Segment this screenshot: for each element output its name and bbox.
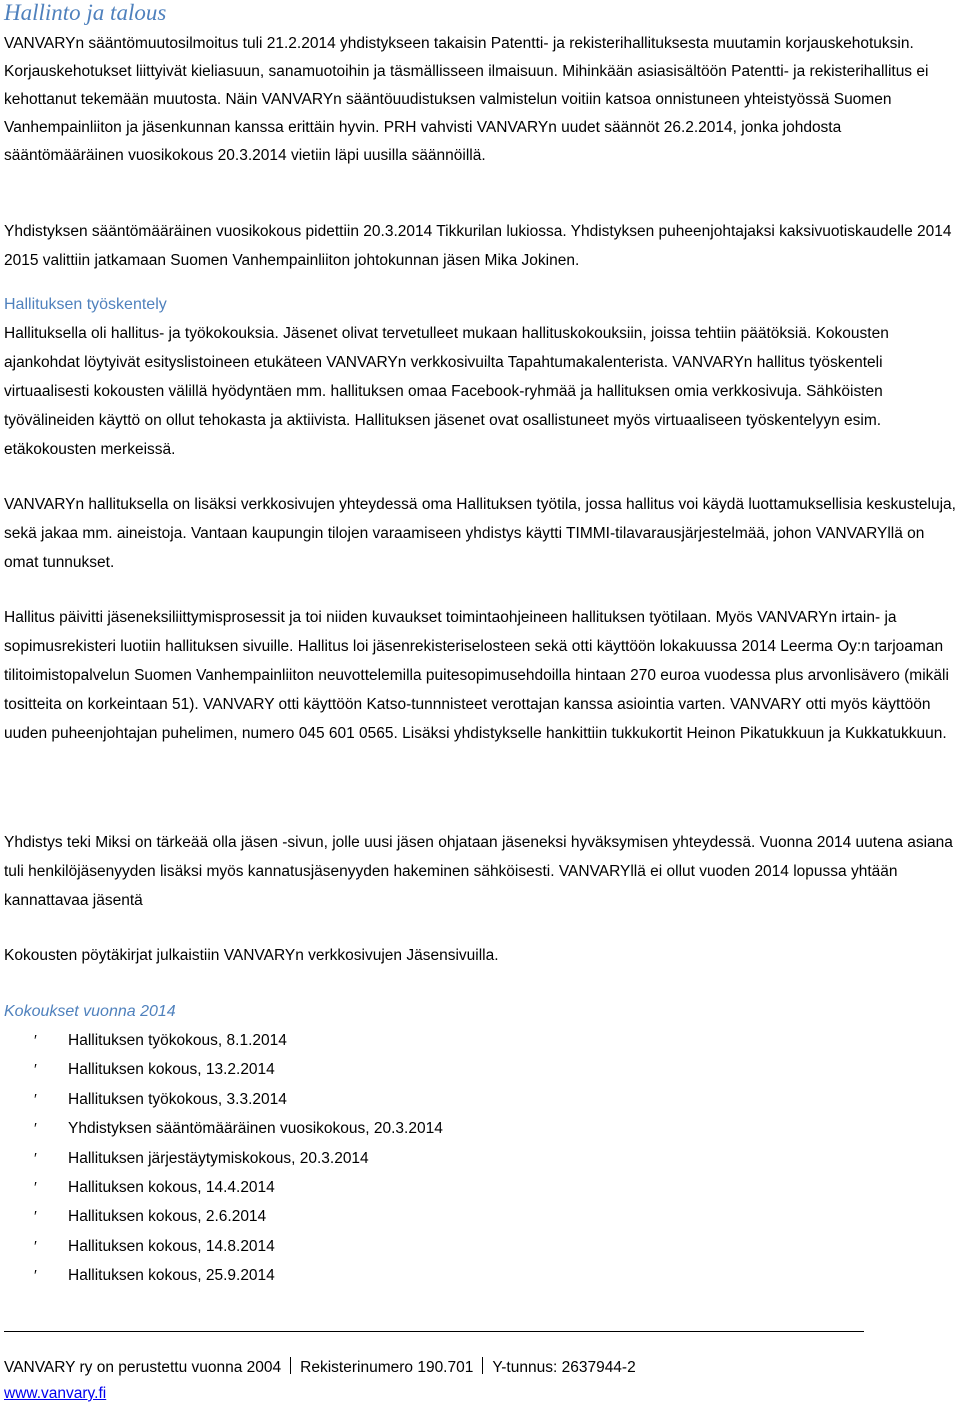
bullet-icon: ′ [34,1090,37,1108]
bullet-icon: ′ [34,1178,37,1196]
footer-separator [290,1357,291,1374]
bullet-icon: ′ [34,1061,37,1079]
meeting-label: Hallituksen työkokous, 3.3.2014 [68,1090,287,1108]
bullet-icon: ′ [34,1237,37,1255]
meeting-label: Yhdistyksen sääntömääräinen vuosikokous, 20.3.2014 [68,1120,443,1138]
meeting-label: Hallituksen kokous, 25.9.2014 [68,1267,275,1285]
footer-divider [4,1331,864,1332]
list-item [4,1055,704,1084]
meeting-label: Hallituksen työkokous, 8.1.2014 [68,1032,287,1049]
list-item [4,1173,704,1202]
meeting-label: Hallituksen kokous, 14.4.2014 [68,1178,275,1196]
bullet-icon: ′ [34,1149,37,1167]
paragraph-workspace: VANVARYn hallituksella on lisäksi verkkosivujen yhteydessä oma Hallituksen työtila, jossa hallitus voi käydä luottamuksellisia keskusteluja, sekä jakaa mm. aineistoja. Vantaan kaupungin tilojen varaamiseen yhdistys käytti TIMMI-tilavarausjärjestelmää, johon VANVARYllä on omat tunnukset. [4,496,956,571]
footer-separator [482,1357,483,1374]
bullet-icon: ′ [34,1208,37,1226]
bullet-icon: ′ [34,1032,37,1049]
list-item [4,1232,704,1261]
list-item [4,1114,704,1143]
paragraph-minutes: Kokousten pöytäkirjat julkaistiin VANVARYn verkkosivujen Jäsensivuilla. [4,947,499,964]
paragraph-why-member: Yhdistys teki Miksi on tärkeää olla jäsen -sivun, jolle uusi jäsen ohjataan jäseneksi hyväksymisen yhteydessä. Vuonna 2014 uutena asiana tuli henkilöjäsenyyden lisäksi myös kannatusjäsenyyden hakeminen sähköisesti. VANVARYllä ei ollut vuoden 2014 lopussa yhtään kannattavaa jäsentä [4,834,953,909]
list-item [4,1202,704,1231]
subheading-board-work: Hallituksen työskentely [4,296,167,313]
footer-founded: VANVARY ry on perustettu vuonna 2004 [4,1359,282,1376]
meeting-label: Hallituksen kokous, 14.8.2014 [68,1237,275,1255]
meeting-label: Hallituksen kokous, 2.6.2014 [68,1208,267,1226]
list-item [4,1261,704,1290]
meeting-label: Hallituksen järjestäytymiskokous, 20.3.2014 [68,1149,369,1167]
meetings-list [4,1026,704,1291]
bullet-icon: ′ [34,1267,37,1285]
paragraph-annual-meeting: Yhdistyksen sääntömääräinen vuosikokous pidettiin 20.3.2014 Tikkurilan lukiossa. Yhdistyksen puheenjohtajaksi kaksivuotiskaudelle 2014 2015 valittiin jatkamaan Suomen Vanhempainliiton johtokunnan jäsen Mika Jokinen. [4,223,952,269]
footer-business-id: Y-tunnus: 2637944-2 [492,1359,636,1376]
list-item [4,1085,704,1114]
meeting-label: Hallituksen kokous, 13.2.2014 [68,1061,275,1079]
list-item [4,1026,704,1055]
website-link[interactable]: www.vanvary.fi [4,1385,107,1402]
paragraph-membership-process: Hallitus päivitti jäseneksiliittymisprosessit ja toi niiden kuvaukset toimintaohjeineen hallituksen työtilaan. Myös VANVARYn irtain- ja sopimusrekisteri luotiin hallituksen sivuille. Hallitus loi jäsenrekisteriselosteen sekä otti käyttöön lokakuussa 2014 Leerma Oy:n tarjoaman tilitoimistopalvelun Suomen Vanhempainliiton neuvottelemilla puitesopimusehdoilla hintaan 270 euroa vuodessa plus arvonlisävero (mikäli tositteita on korkeintaan 51). VANVARY otti käyttöön Katso-tunnnisteet verottajan kanssa asiointia varten. VANVARY otti myös käyttöön uuden puheenjohtajan puhelimen, numero 045 601 0565. Lisäksi yhdistykselle hankittiin tukkukortit Heinon Pikatukkuun ja Kukkatukkuun. [4,609,949,742]
paragraph-rules-change: VANVARYn sääntömuutosilmoitus tuli 21.2.2014 yhdistykseen takaisin Patentti- ja rekisterihallituksesta muutamin korjauskehotuksin. Korjauskehotukset liittyivät kieliasuun, sanamuotoihin ja täsmällisseen ilmaisuun. Mihinkään asiasisältöön Patentti- ja rekisterihallitus ei kehottanut tekemään muutosta. Näin VANVARYn sääntöuudistuksen valmistelun voitiin katsoa onnistuneen yhteistyössä Suomen Vanhempainliiton ja jäsenkunnan kanssa erittäin hyvin. PRH vahvisti VANVARYn uudet säännöt 26.2.2014, jonka johdosta sääntömääräinen vuosikokous 20.3.2014 vietiin läpi uusilla säännöillä. [4,35,929,164]
footer-register: Rekisterinumero 190.701 [300,1359,474,1376]
footer-info [4,1357,636,1379]
bullet-icon: ′ [34,1120,37,1138]
list-item [4,1144,704,1173]
section-heading: Hallinto ja talous [4,0,167,25]
subheading-meetings: Kokoukset vuonna 2014 [4,1003,176,1020]
paragraph-board-work: Hallituksella oli hallitus- ja työkokouksia. Jäsenet olivat tervetulleet mukaan hallituskokouksiin, joissa tehtiin päätöksiä. Kokousten ajankohdat löytyivät esityslistoineen etukäteen VANVARYn verkkosivuilta Tapahtumakalenterista. VANVARYn hallitus työskenteli virtuaalisesti kokousten välillä hyödyntäen mm. hallituksen omaa Facebook-ryhmää ja hallituksen omia verkkosivuja. Sähköisten työvälineiden käyttö on ollut tehokasta ja aktiivista. Hallituksen jäsenet ovat osallistuneet myös virtuaaliseen työskentelyyn esim. etäkokousten merkeissä. [4,325,889,458]
